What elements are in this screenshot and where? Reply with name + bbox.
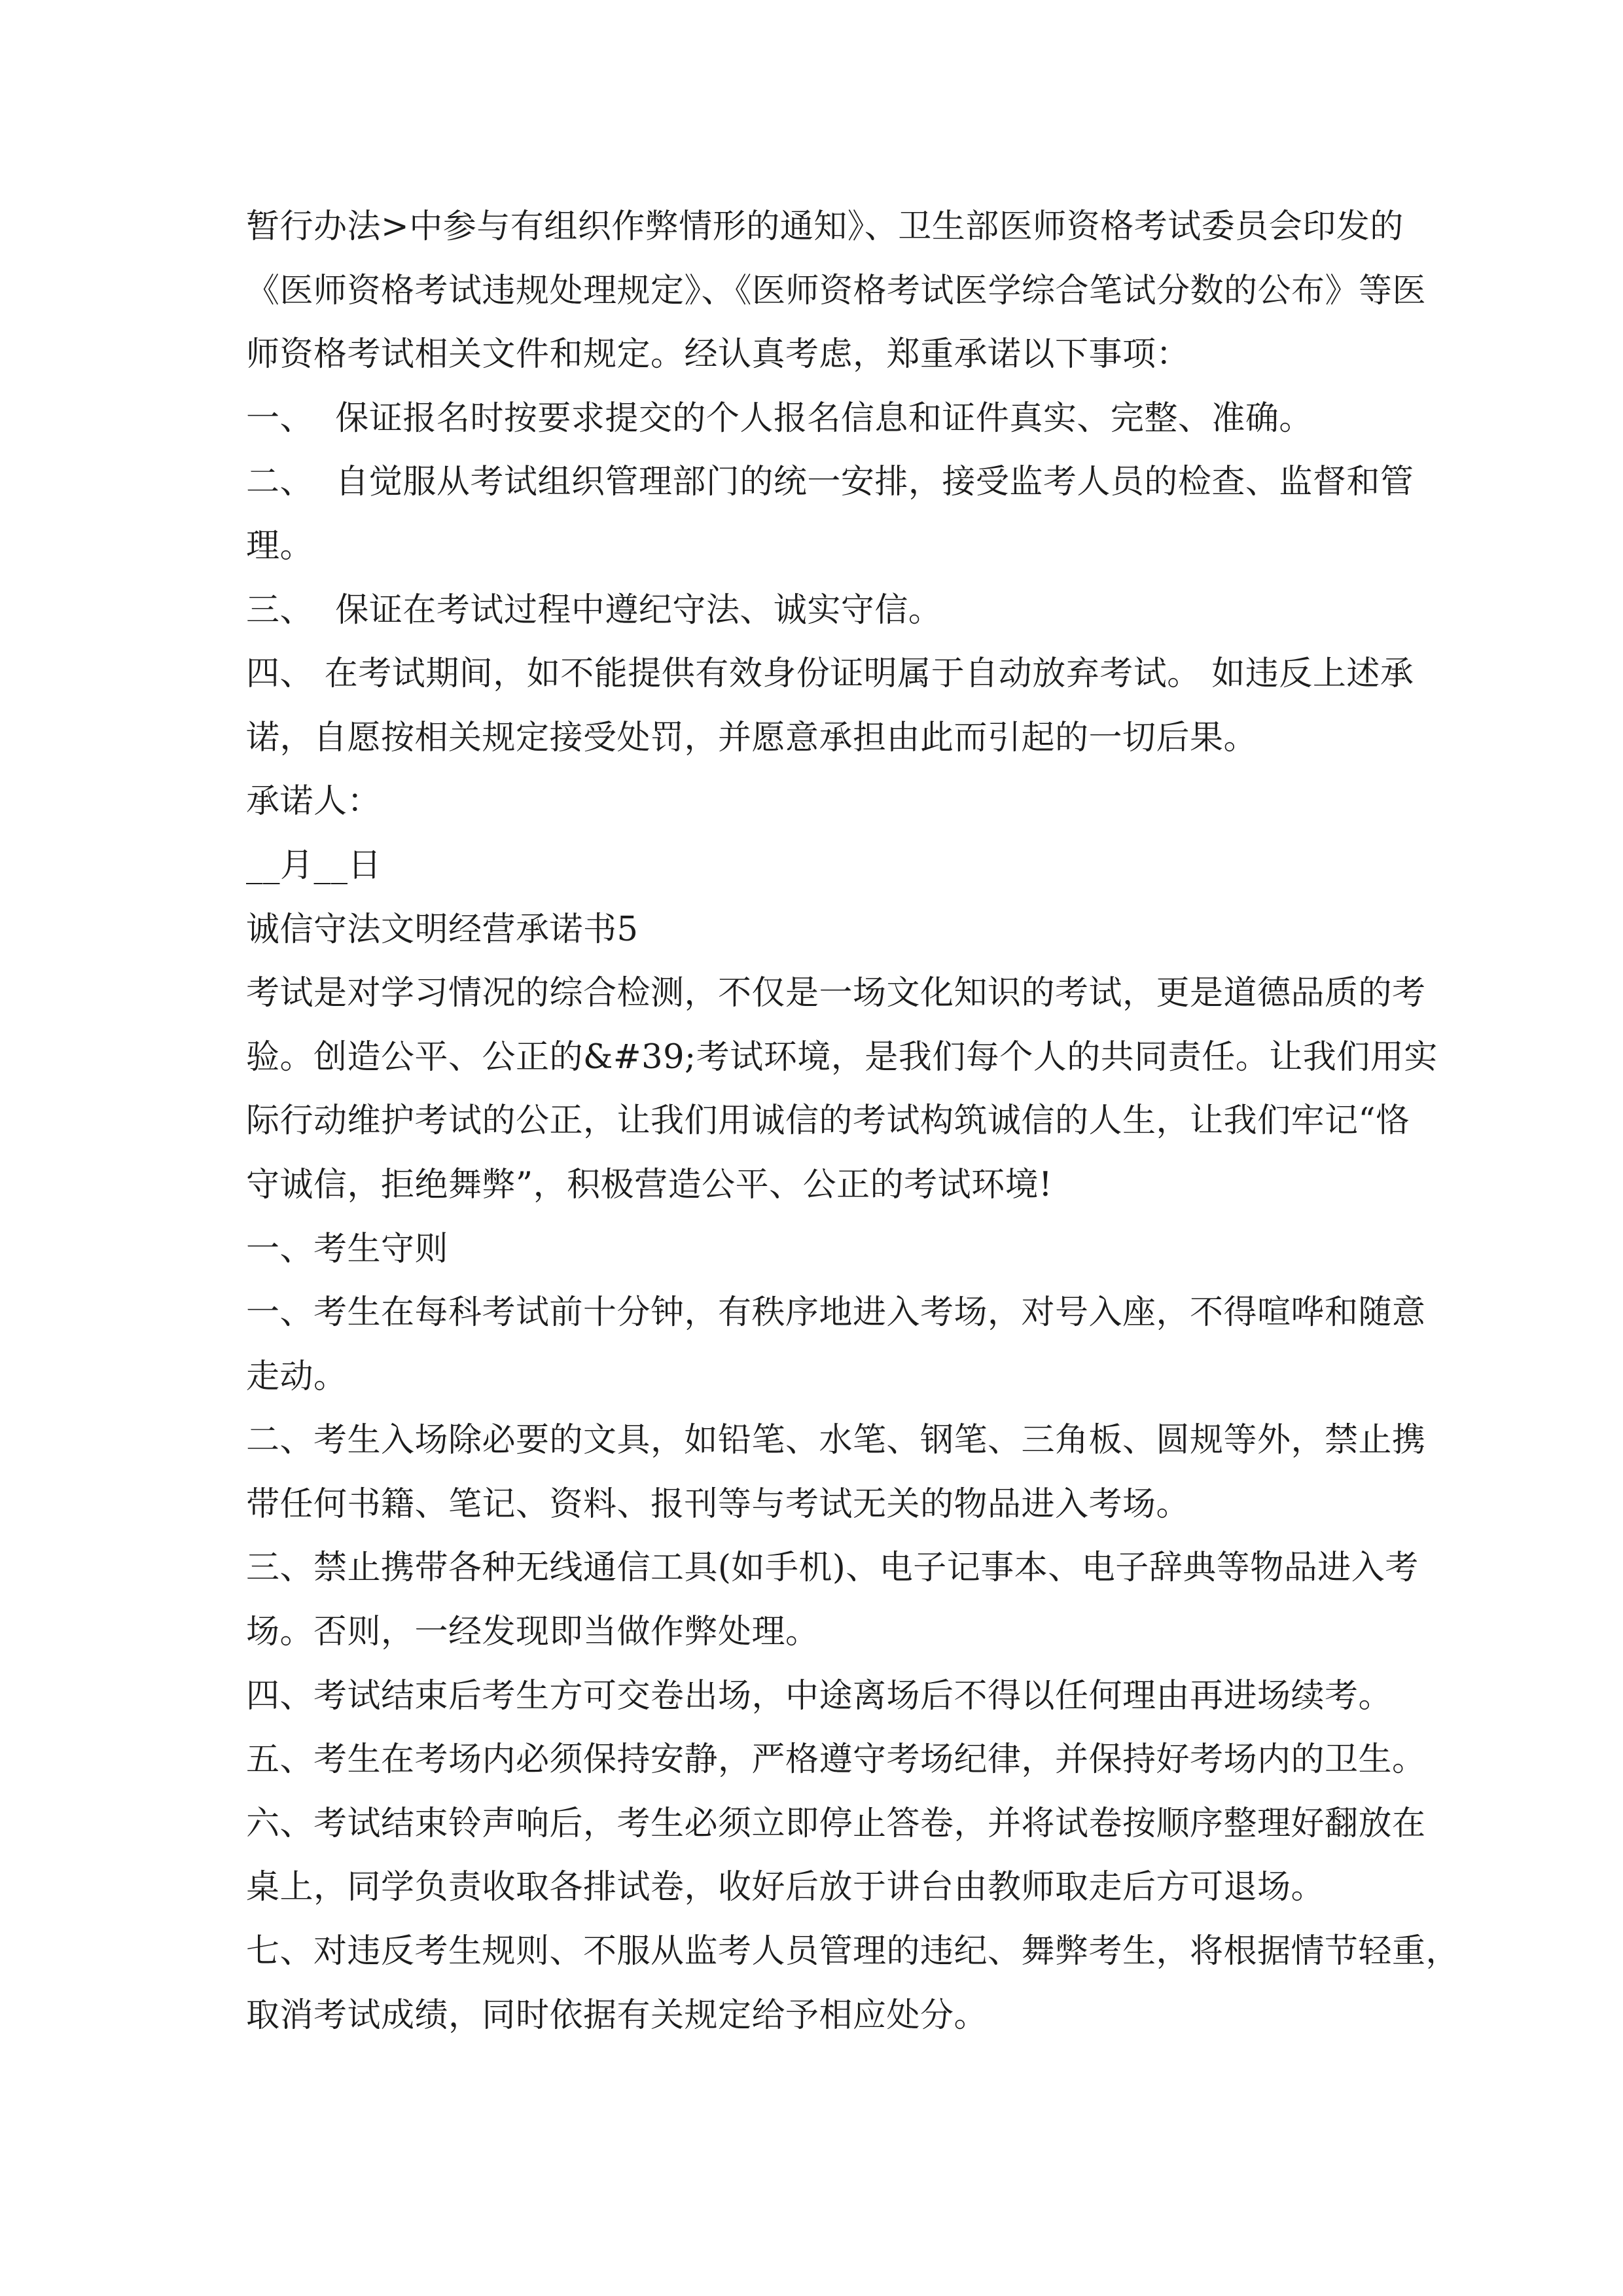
text-line: 师资格考试相关文件和规定。经认真考虑，郑重承诺以下事项：	[246, 335, 1190, 374]
list-item-line: 一、 保证报名时按要求提交的个人报名信息和证件真实、完整、准确。	[246, 399, 1313, 438]
rule-line: 取消考试成绩，同时依据有关规定给予相应处分。	[246, 1996, 988, 2035]
text-line: 暂行办法>中参与有组织作弊情形的通知》、卫生部医师资格考试委员会印发的	[246, 207, 1404, 246]
text-line: 际行动维护考试的公正，让我们用诚信的考试构筑诚信的人生，让我们牢记“恪	[246, 1102, 1410, 1141]
document-body	[246, 195, 1460, 2047]
date-line: __月__日	[246, 846, 382, 885]
text-line: 守诚信，拒绝舞弊”，积极营造公平、公正的考试环境!	[246, 1165, 1053, 1204]
signature-label: 承诺人：	[246, 782, 382, 821]
rule-line: 场。否则，一经发现即当做作弊处理。	[246, 1613, 819, 1652]
text-line: 考试是对学习情况的综合检测，不仅是一场文化知识的考试，更是道德品质的考	[246, 974, 1426, 1013]
rule-line: 带任何书籍、笔记、资料、报刊等与考试无关的物品进入考场。	[246, 1484, 1190, 1524]
rule-line: 二、考生入场除必要的文具，如铅笔、水笔、钢笔、三角板、圆规等外，禁止携	[246, 1421, 1426, 1460]
list-item-line: 三、 保证在考试过程中遵纪守法、诚实守信。	[246, 590, 942, 630]
rule-line: 一、考生在每科考试前十分钟，有秩序地进入考场，对号入座，不得喧哗和随意	[246, 1293, 1426, 1333]
section-title: 诚信守法文明经营承诺书5	[246, 910, 639, 949]
text-line: 《医师资格考试违规处理规定》、《医师资格考试医学综合笔试分数的公布》等医	[246, 271, 1427, 310]
text-line: 验。创造公平、公正的&#39;考试环境，是我们每个人的共同责任。让我们用实	[246, 1037, 1438, 1077]
rule-line: 桌上，同学负责收取各排试卷，收好后放于讲台由教师取走后方可退场。	[246, 1868, 1325, 1907]
subsection-heading: 一、考生守则	[246, 1229, 449, 1268]
rule-line: 走动。	[246, 1357, 348, 1396]
rule-line: 三、禁止携带各种无线通信工具(如手机)、电子记事本、电子辞典等物品进入考	[246, 1549, 1419, 1588]
rule-line: 五、考生在考场内必须保持安静，严格遵守考场纪律，并保持好考场内的卫生。	[246, 1740, 1426, 1780]
list-item-line: 二、 自觉服从考试组织管理部门的统一安排，接受监考人员的检查、监督和管	[246, 463, 1414, 502]
rule-line: 七、对违反考生规则、不服从监考人员管理的违纪、舞弊考生，将根据情节轻重，	[246, 1932, 1460, 1971]
list-item-line: 理。	[246, 526, 314, 565]
rule-line: 四、考试结束后考生方可交卷出场，中途离场后不得以任何理由再进场续考。	[246, 1676, 1393, 1715]
list-item-line: 诺，自愿按相关规定接受处罚，并愿意承担由此而引起的一切后果。	[246, 718, 1258, 757]
list-item-line: 四、 在考试期间，如不能提供有效身份证明属于自动放弃考试。 如违反上述承	[246, 655, 1414, 694]
rule-line: 六、考试结束铃声响后，考生必须立即停止答卷，并将试卷按顺序整理好翻放在	[246, 1804, 1426, 1843]
